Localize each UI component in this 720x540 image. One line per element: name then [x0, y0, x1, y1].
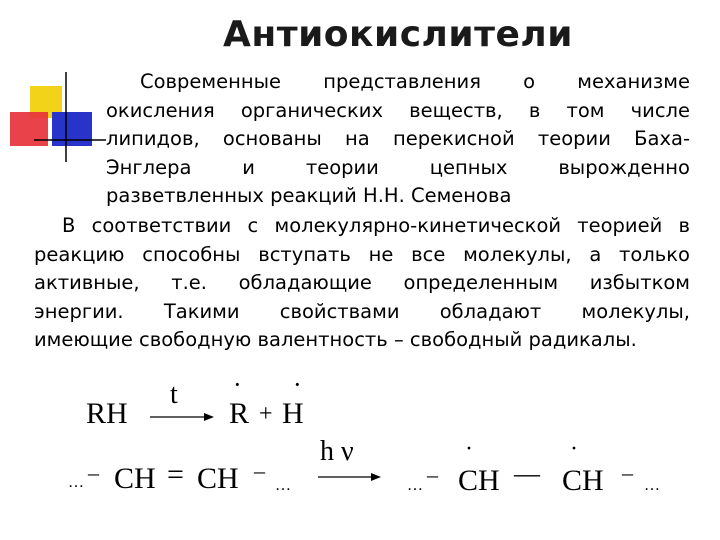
- eq2-right-ch2: CH: [562, 464, 604, 497]
- paragraph-line: В соответствии с молекулярно-кинетической теорией в: [62, 214, 690, 237]
- red-square: [10, 112, 48, 146]
- paragraph-line: имеющие свободную валентность – свободный радикалы.: [34, 328, 637, 351]
- paragraph-line: окисления органических веществ, в том числе: [106, 98, 690, 122]
- eq1-reactant: RH: [86, 397, 128, 430]
- eq2-single-bond: —: [514, 459, 540, 488]
- paragraph-line: энергии. Такими свойствами обладают молекулы,: [34, 299, 690, 323]
- eq2-arrow-head: [371, 473, 381, 481]
- eq2-dash: –: [622, 460, 633, 485]
- eq2-condition: h ν: [320, 436, 354, 467]
- eq2-ellipsis-left: …: [68, 474, 84, 491]
- paragraph-line: разветвленных реакций Н.Н. Семенова: [106, 184, 512, 207]
- eq2-left-ch2: CH: [197, 462, 239, 495]
- eq2-right-ch1: CH: [458, 464, 500, 497]
- paragraph-line: Энглера и теории цепных вырожденно: [106, 155, 690, 179]
- eq2-left-ch1: CH: [114, 462, 156, 495]
- eq2-dash: –: [427, 462, 438, 487]
- eq2-dash: –: [88, 460, 99, 485]
- paragraph-free-radicals: [34, 212, 690, 355]
- eq1-condition: t: [170, 379, 178, 410]
- eq2-ellipsis-mid: …: [275, 477, 291, 494]
- eq2-ellipsis-right-start: …: [407, 477, 423, 494]
- eq1-product1: R: [229, 397, 250, 430]
- eq2-dash: –: [254, 458, 265, 483]
- eq1-arrow-head: [204, 413, 214, 421]
- paragraph-line: Современные представления о механизме: [140, 70, 690, 93]
- eq2-double-bond: =: [167, 458, 184, 491]
- eq2-radical-dot: ·: [465, 436, 473, 462]
- eq1-radical-dot: ·: [233, 370, 242, 399]
- paragraph-line: липидов, основаны на перекисной теории Баха-: [106, 127, 690, 150]
- eq1-radical-dot: ·: [293, 370, 302, 399]
- eq2-radical-dot: ·: [570, 436, 578, 462]
- eq1-plus: +: [259, 401, 273, 427]
- eq1-product2: H: [282, 397, 304, 430]
- page-title: Антиокислители: [222, 14, 574, 55]
- eq2-ellipsis-right: …: [644, 477, 660, 494]
- paragraph-line: реакцию способны вступать не все молекулы, а только: [34, 242, 690, 266]
- blue-square: [52, 112, 92, 146]
- paragraph-theory-intro: [106, 68, 690, 211]
- reaction-equations: [0, 370, 720, 540]
- paragraph-line: активные, т.е. обладающие определенным избытком: [34, 271, 690, 294]
